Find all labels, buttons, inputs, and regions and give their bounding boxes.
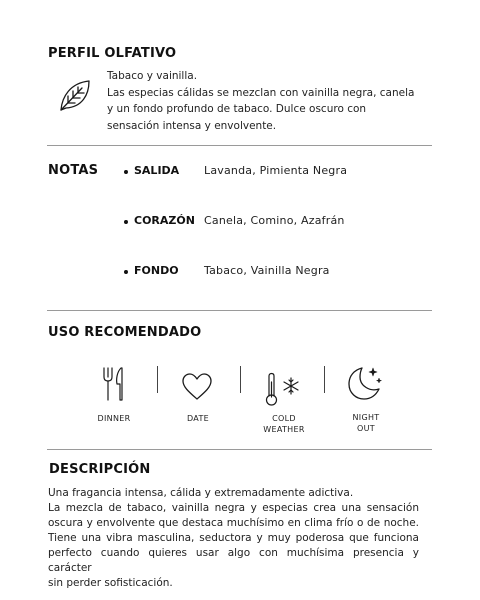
use-label-cold-weather: COLD WEATHER [263, 414, 305, 434]
bullet [124, 220, 128, 224]
leaf-icon [56, 77, 94, 115]
perfil-subtitle: Tabaco y vainilla. [107, 70, 198, 82]
heart-icon [181, 372, 213, 402]
descripcion-line: oscura y envolvente que destaca muchísimo en clima frío o de noche. [48, 517, 419, 529]
divider-vertical [240, 366, 241, 393]
perfil-description [107, 68, 437, 134]
cutlery-icon [101, 366, 127, 402]
note-value-fondo: Tabaco, Vainilla Negra [204, 264, 330, 277]
descripcion-text [48, 486, 419, 591]
divider-vertical [157, 366, 158, 393]
section-title-uso: USO RECOMENDADO [48, 325, 202, 340]
divider [47, 310, 432, 311]
descripcion-line: sin perder sofisticación. [48, 577, 173, 589]
divider [47, 449, 432, 450]
perfil-line: sensación intensa y envolvente. [107, 119, 277, 132]
divider [47, 145, 432, 146]
bullet [124, 270, 128, 274]
perfil-line: Las especias cálidas se mezclan con vainilla negra, canela [107, 86, 415, 99]
note-label-salida: SALIDA [134, 164, 180, 177]
perfil-line: y un fondo profundo de tabaco. Dulce oscuro con [107, 103, 367, 115]
descripcion-line: La mezcla de tabaco, vainilla negra y especias crea una sensación [48, 502, 419, 514]
moon-stars-icon [346, 364, 384, 402]
use-label-date: DATE [186, 414, 209, 423]
use-label-night-out: NIGHT OUT [352, 413, 380, 433]
thermometer-snowflake-icon [264, 372, 302, 408]
descripcion-line: Tiene una vibra masculina, seductora y muy poderosa que funciona [48, 532, 419, 544]
section-title-notas: NOTAS [48, 163, 99, 178]
bullet [124, 170, 128, 174]
descripcion-line: perfecto cuando quieres usar algo con muchísima presencia y carácter [48, 547, 419, 574]
note-value-salida: Lavanda, Pimienta Negra [204, 164, 348, 177]
note-value-corazon: Canela, Comino, Azafrán [204, 214, 345, 227]
use-label-dinner: DINNER [97, 414, 131, 423]
descripcion-line: Una fragancia intensa, cálida y extremadamente adictiva. [48, 487, 354, 499]
divider-vertical [324, 366, 325, 393]
section-title-perfil: PERFIL OLFATIVO [48, 46, 177, 61]
note-label-corazon: CORAZÓN [134, 214, 195, 227]
section-title-descripcion: DESCRIPCIÓN [49, 462, 151, 477]
note-label-fondo: FONDO [134, 264, 179, 277]
